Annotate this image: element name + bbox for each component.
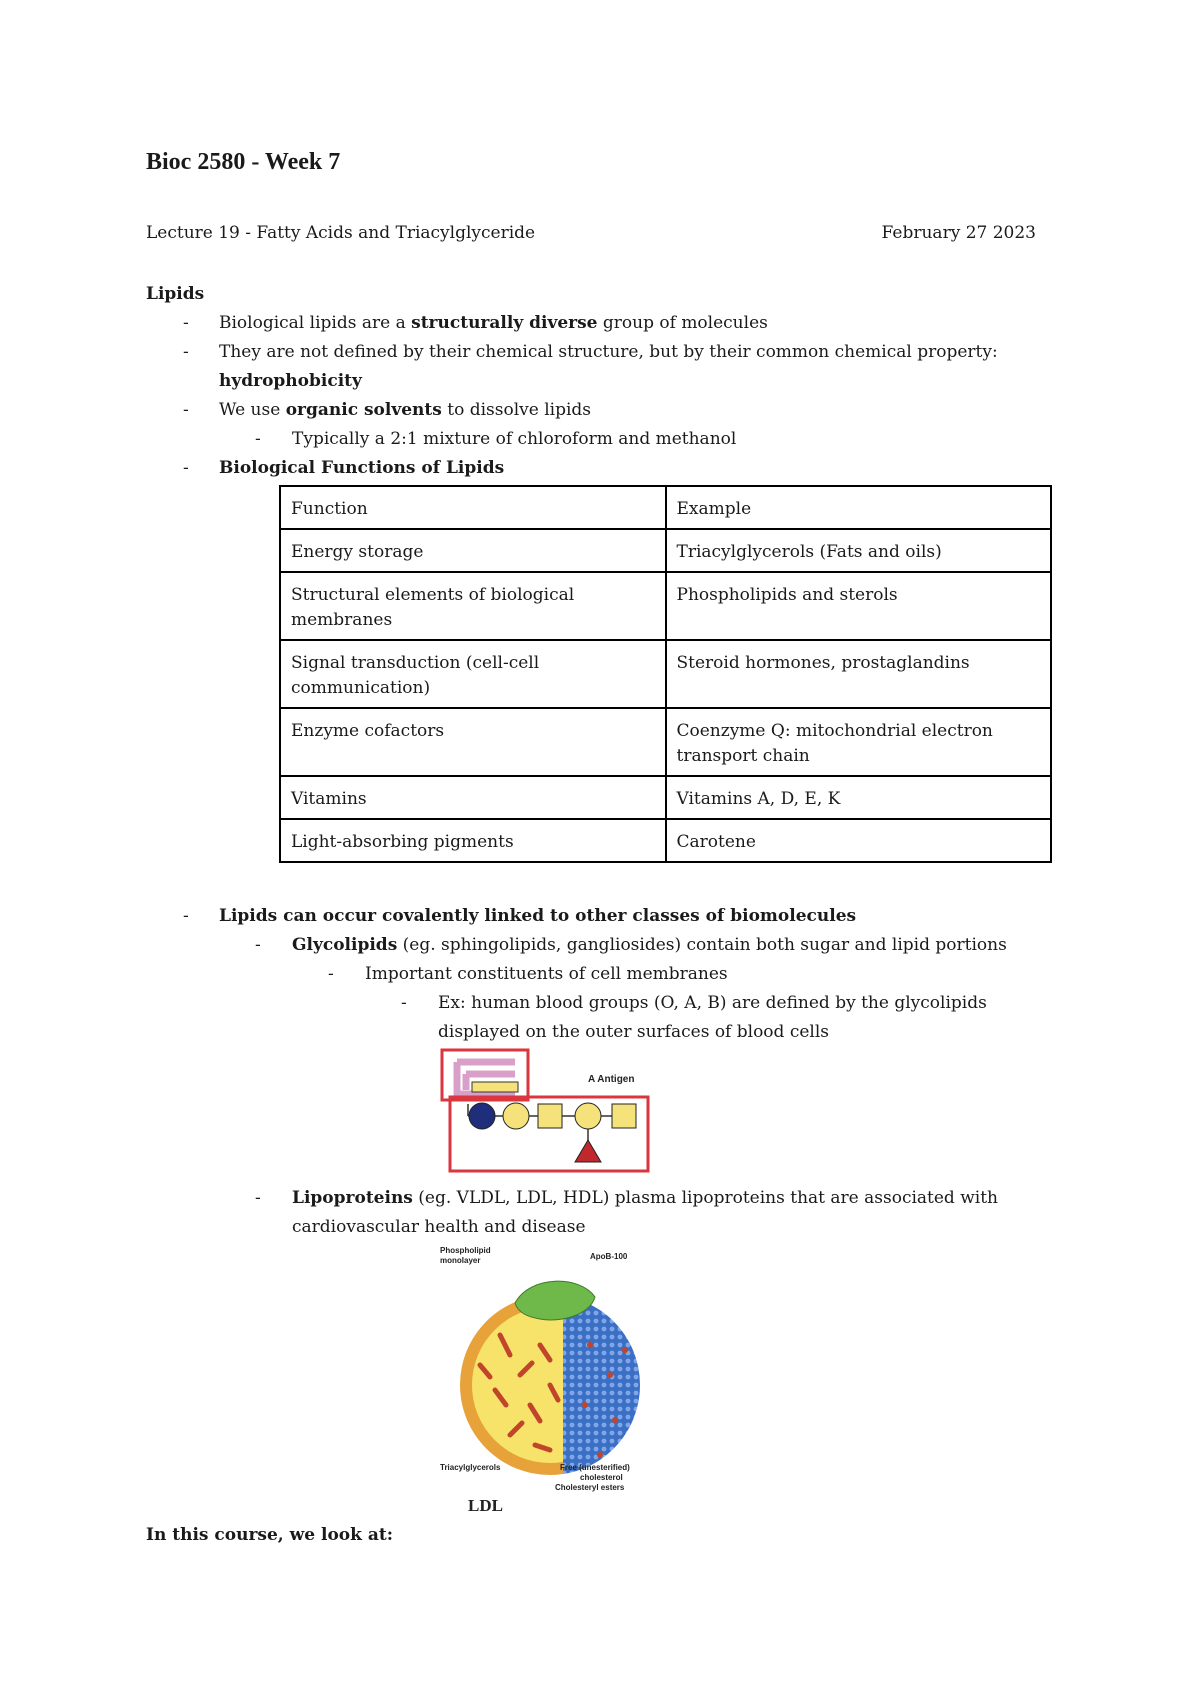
table-cell: Coenzyme Q: mitochondrial electron transport chain <box>666 708 1052 776</box>
bullet-dash: - <box>255 1188 261 1208</box>
cholesterol-label: cholesterol <box>580 1473 623 1482</box>
table-cell: Energy storage <box>280 529 666 572</box>
table-cell: Structural elements of biological membranes <box>280 572 666 640</box>
bullet-dash: - <box>328 964 334 984</box>
table-row <box>280 640 1051 708</box>
a-antigen-label: A Antigen <box>588 1074 635 1085</box>
fucose-triangle-icon <box>575 1140 601 1162</box>
cholesteryl-esters-label: Cholesteryl esters <box>555 1483 625 1492</box>
bullet-organic-solvents: We use organic solvents to dissolve lipids <box>219 400 592 420</box>
galnac-square-icon <box>612 1104 636 1128</box>
bullet-covalently-linked: Lipids can occur covalently linked to other classes of biomolecules <box>219 906 857 926</box>
ceramide-bar <box>472 1082 518 1092</box>
table-cell: Enzyme cofactors <box>280 708 666 776</box>
bullet-lipoproteins-cont: cardiovascular health and disease <box>292 1217 586 1237</box>
section-heading-lipids: Lipids <box>146 284 205 304</box>
bullet-lipoproteins: Lipoproteins (eg. VLDL, LDL, HDL) plasma lipoproteins that are associated with <box>292 1188 998 1208</box>
a-antigen-figure <box>440 1048 650 1174</box>
phospholipid-label: Phospholipid <box>440 1246 491 1255</box>
table-header-row <box>280 486 1051 529</box>
section-heading-course: In this course, we look at: <box>146 1525 393 1545</box>
galactose-circle-icon <box>575 1103 601 1129</box>
apob-label: ApoB-100 <box>590 1252 628 1261</box>
table-row <box>280 819 1051 862</box>
table-row <box>280 708 1051 776</box>
functions-table <box>279 485 1052 863</box>
table-cell: Steroid hormones, prostaglandins <box>666 640 1052 708</box>
table-cell: Vitamins <box>280 776 666 819</box>
ldl-figure <box>440 1245 660 1515</box>
glucose-circle-icon <box>469 1103 495 1129</box>
table-row <box>280 572 1051 640</box>
table-cell: Vitamins A, D, E, K <box>666 776 1052 819</box>
bullet-blood-groups-cont: displayed on the outer surfaces of blood cells <box>438 1022 830 1042</box>
bullet-dash: - <box>401 993 407 1013</box>
galactose-circle-icon <box>503 1103 529 1129</box>
table-cell: Light-absorbing pigments <box>280 819 666 862</box>
table-row <box>280 776 1051 819</box>
table-cell: Phospholipids and sterols <box>666 572 1052 640</box>
bullet-dash: - <box>183 342 189 362</box>
ldl-caption: LDL <box>468 1496 503 1515</box>
bullet-hydrophobicity: hydrophobicity <box>219 371 362 391</box>
table-header-cell: Function <box>280 486 666 529</box>
bullet-structurally-diverse: Biological lipids are a structurally diverse group of molecules <box>219 313 768 333</box>
table-cell: Triacylglycerols (Fats and oils) <box>666 529 1052 572</box>
bullet-definition: They are not defined by their chemical structure, but by their common chemical property: <box>219 342 998 362</box>
monolayer-label: monolayer <box>440 1256 481 1265</box>
galnac-square-icon <box>538 1104 562 1128</box>
table-row <box>280 529 1051 572</box>
bullet-chloroform-mixture: Typically a 2:1 mixture of chloroform and methanol <box>292 429 737 449</box>
lecture-title: Lecture 19 - Fatty Acids and Triacylglyceride <box>146 223 536 243</box>
table-cell: Carotene <box>666 819 1052 862</box>
lecture-row <box>146 223 1036 243</box>
bullet-blood-groups: Ex: human blood groups (O, A, B) are defined by the glycolipids <box>438 993 987 1013</box>
bullet-dash: - <box>183 458 189 478</box>
bullet-dash: - <box>183 400 189 420</box>
bullet-cell-membranes: Important constituents of cell membranes <box>365 964 728 984</box>
bullet-dash: - <box>255 935 261 955</box>
free-cholesterol-label: Free (unesterified) <box>560 1463 630 1472</box>
triacylglycerols-label: Triacylglycerols <box>440 1463 501 1472</box>
bullet-dash: - <box>183 313 189 333</box>
bullet-dash: - <box>255 429 261 449</box>
page-title: Bioc 2580 - Week 7 <box>146 149 341 175</box>
bullet-glycolipids: Glycolipids (eg. sphingolipids, gangliosides) contain both sugar and lipid portions <box>292 935 1007 955</box>
bullet-biological-functions: Biological Functions of Lipids <box>219 458 505 478</box>
bullet-dash: - <box>183 906 189 926</box>
table-cell: Signal transduction (cell-cell communication) <box>280 640 666 708</box>
lecture-date: February 27 2023 <box>881 223 1036 243</box>
table-header-cell: Example <box>666 486 1052 529</box>
